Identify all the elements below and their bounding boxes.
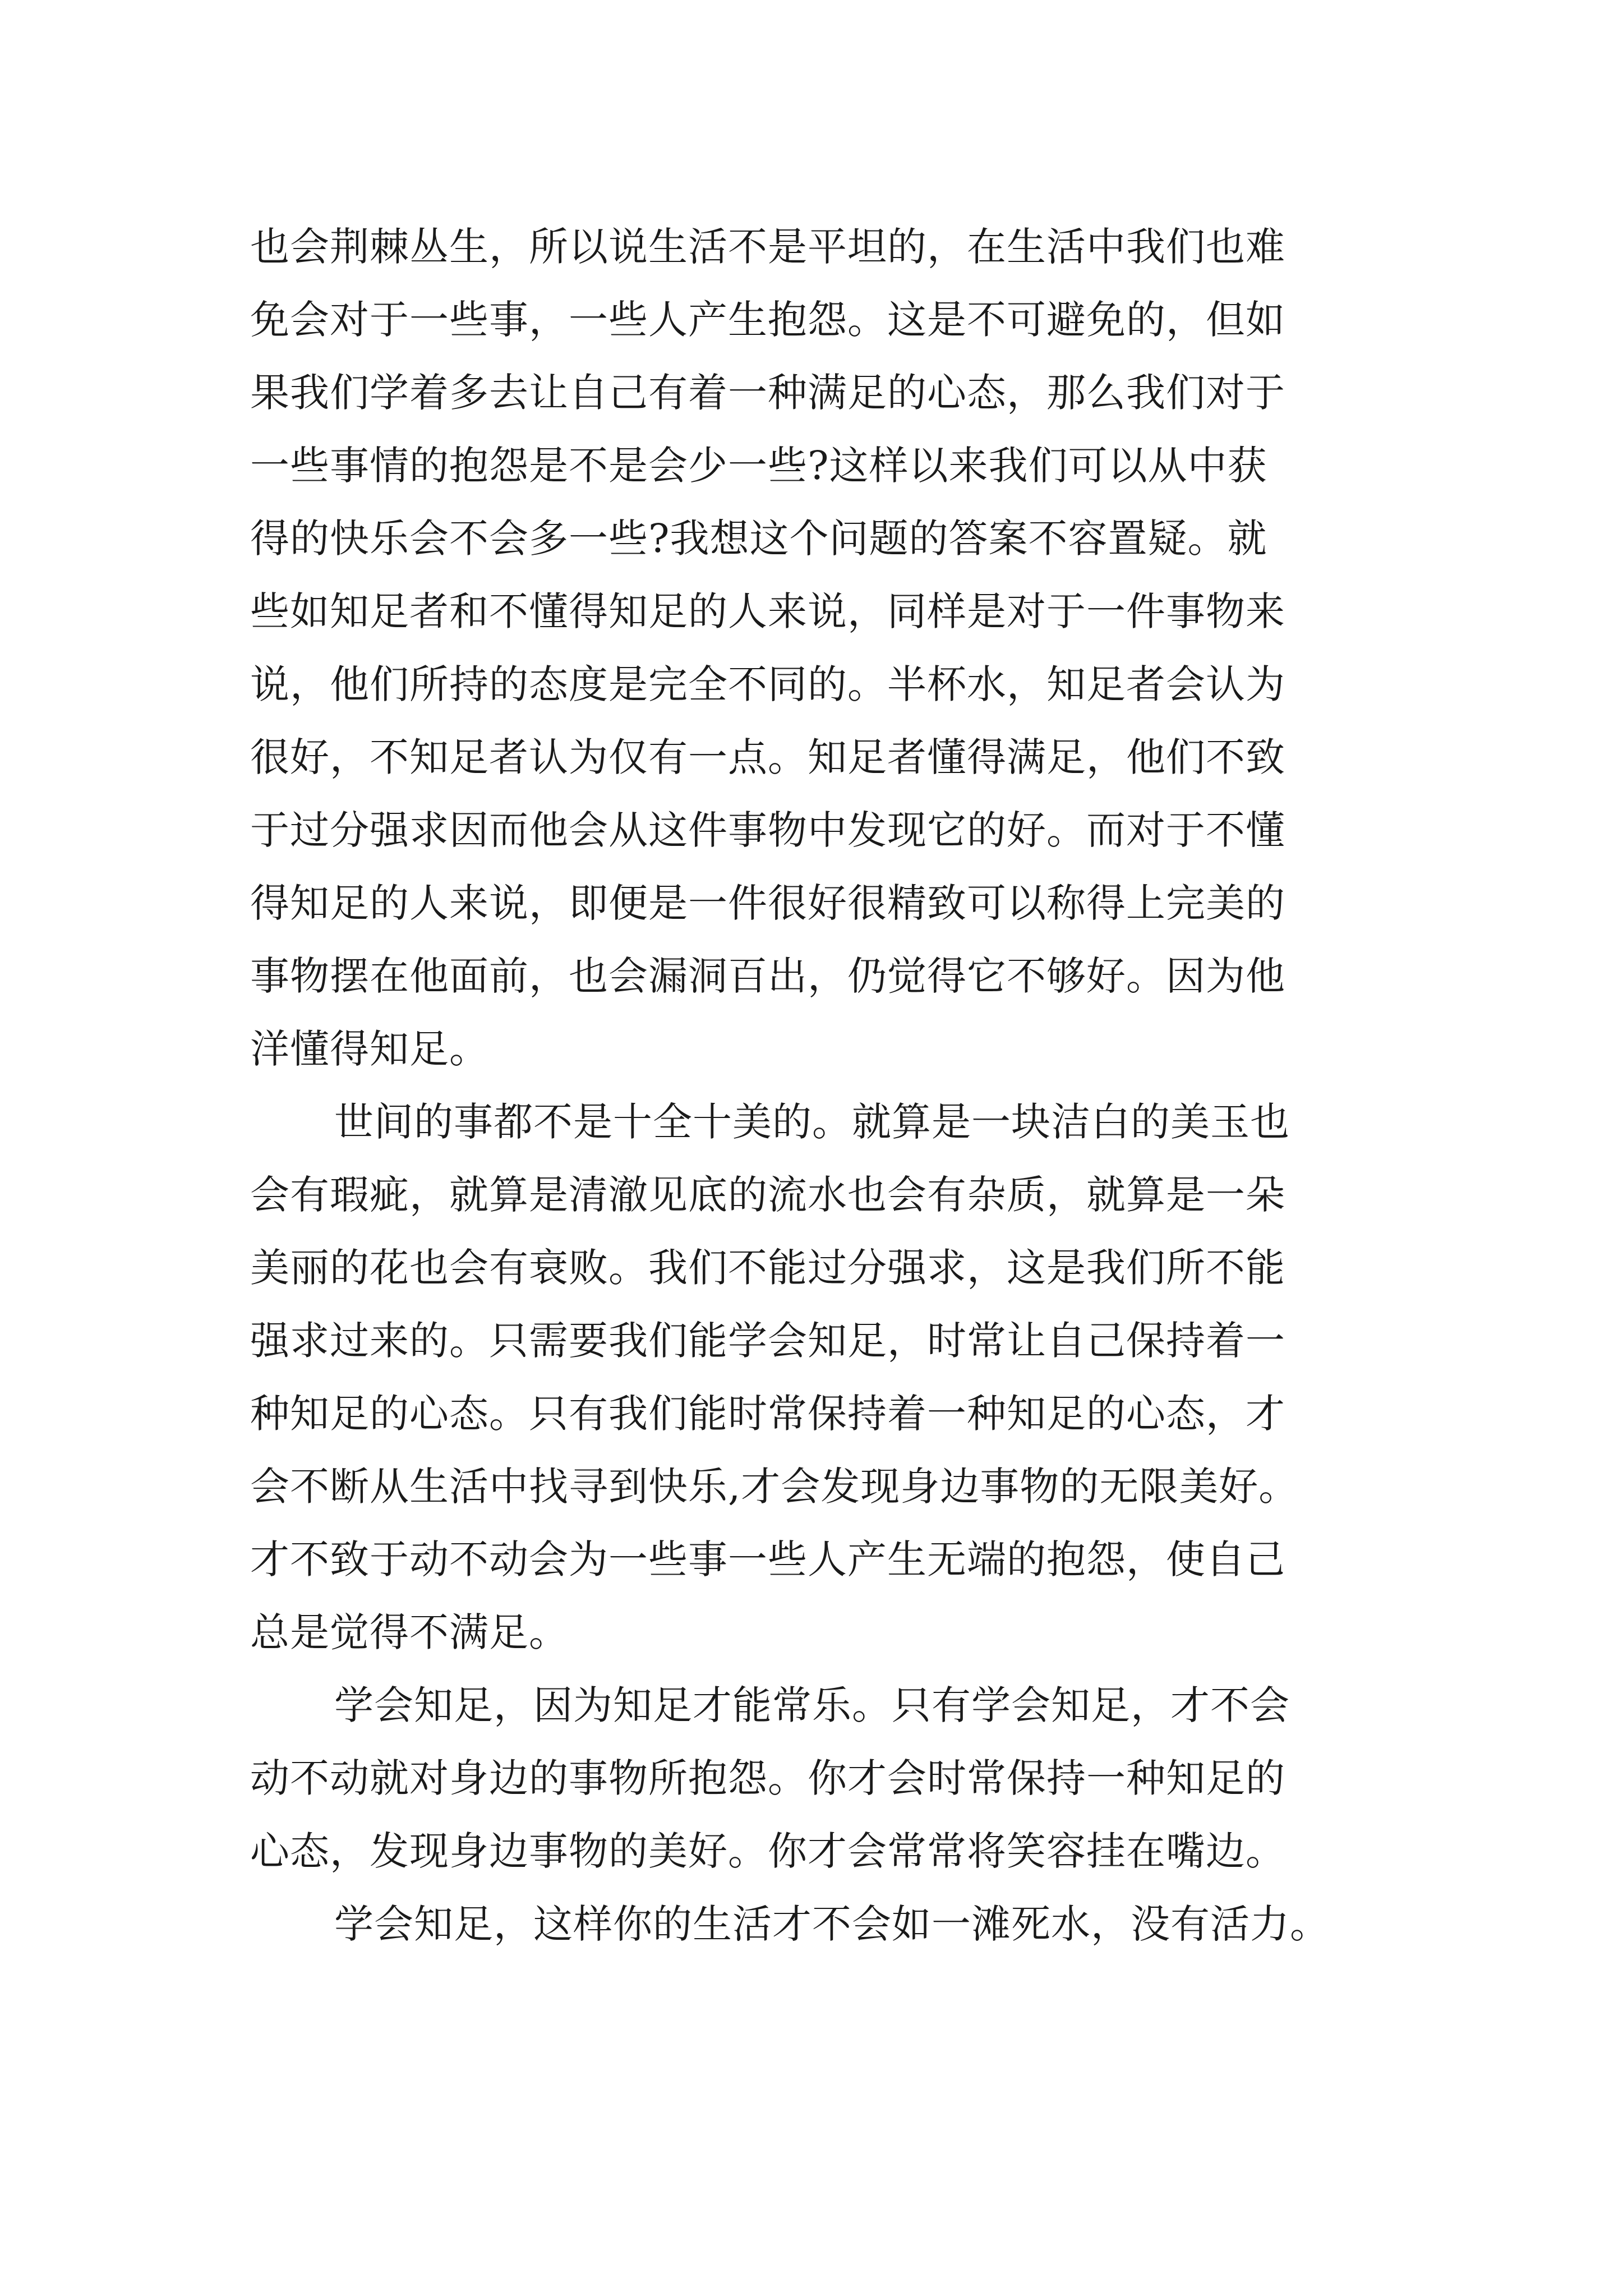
text-line: 得知足的人来说，即便是一件很好很精致可以称得上完美的 xyxy=(250,880,1285,926)
text-line: 一些事情的抱怨是不是会少一些?这样以来我们可以从中获 xyxy=(250,443,1267,489)
text-line: 种知足的心态。只有我们能时常保持着一种知足的心态，才 xyxy=(250,1391,1285,1437)
body-text xyxy=(250,210,1394,1961)
text-line: 才不致于动不动会为一些事一些人产生无端的抱怨，使自己 xyxy=(250,1536,1285,1582)
text-line: 强求过来的。只需要我们能学会知足，时常让自己保持着一 xyxy=(250,1318,1285,1364)
text-line: 洋懂得知足。 xyxy=(250,1026,489,1072)
text-line: 得的快乐会不会多一些?我想这个问题的答案不容置疑。就 xyxy=(250,516,1267,562)
text-line: 会不断从生活中找寻到快乐,才会发现身边事物的无限美好。 xyxy=(250,1464,1299,1510)
text-line: 美丽的花也会有衰败。我们不能过分强求，这是我们所不能 xyxy=(250,1245,1285,1291)
text-line: 总是觉得不满足。 xyxy=(250,1609,569,1655)
text-line: 于过分强求因而他会从这件事物中发现它的好。而对于不懂 xyxy=(250,807,1285,853)
text-line: 世间的事都不是十全十美的。就算是一块洁白的美玉也 xyxy=(334,1099,1290,1145)
text-line: 动不动就对身边的事物所抱怨。你才会时常保持一种知足的 xyxy=(250,1755,1285,1801)
text-line: 心态，发现身边事物的美好。你才会常常将笑容挂在嘴边。 xyxy=(250,1828,1285,1874)
text-line: 学会知足，因为知足才能常乐。只有学会知足，才不会 xyxy=(334,1682,1290,1728)
text-line: 会有瑕疵，就算是清澈见底的流水也会有杂质，就算是一朵 xyxy=(250,1172,1285,1218)
text-line: 些如知足者和不懂得知足的人来说，同样是对于一件事物来 xyxy=(250,588,1285,634)
text-line: 说，他们所持的态度是完全不同的。半杯水，知足者会认为 xyxy=(250,661,1285,707)
text-line: 免会对于一些事，一些人产生抱怨。这是不可避免的，但如 xyxy=(250,297,1285,343)
text-line: 很好，不知足者认为仅有一点。知足者懂得满足，他们不致 xyxy=(250,734,1285,780)
text-line: 事物摆在他面前，也会漏洞百出，仍觉得它不够好。因为他 xyxy=(250,953,1285,999)
text-line: 学会知足，这样你的生活才不会如一滩死水，没有活力。 xyxy=(334,1901,1330,1947)
text-line: 果我们学着多去让自己有着一种满足的心态，那么我们对于 xyxy=(250,370,1285,416)
text-line: 也会荆棘丛生，所以说生活不是平坦的，在生活中我们也难 xyxy=(250,224,1285,270)
